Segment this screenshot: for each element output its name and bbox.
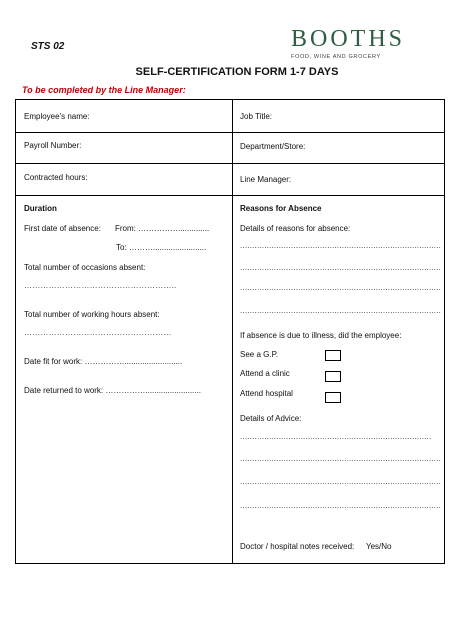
employee-name-field[interactable]: Employee's name: — [24, 112, 90, 121]
reasons-line-2[interactable]: ................................................................................... — [240, 263, 442, 272]
see-gp-checkbox[interactable] — [325, 350, 341, 361]
contracted-hours-field[interactable]: Contracted hours: — [24, 173, 88, 182]
advice-line-2[interactable]: ................................................................................... — [240, 454, 442, 463]
manager-instruction: To be completed by the Line Manager: — [22, 85, 186, 95]
reasons-details-label: Details of reasons for absence: — [240, 224, 351, 233]
see-gp-label: See a G.P. — [240, 350, 279, 359]
occasions-field[interactable]: ……………………………………………….. — [24, 281, 177, 290]
date-fit-field[interactable]: Date fit for work: …………….......................... — [24, 357, 183, 366]
attend-hospital-label: Attend hospital — [240, 389, 293, 398]
occasions-label: Total number of occasions absent: — [24, 263, 146, 272]
logo-wordmark: BOOTHS — [291, 26, 406, 52]
row-divider — [16, 163, 444, 164]
booths-logo — [291, 26, 405, 60]
first-date-label: First date of absence: — [24, 224, 101, 233]
payroll-number-field[interactable]: Payroll Number: — [24, 141, 82, 150]
illness-question: If absence is due to illness, did the employee: — [240, 331, 402, 340]
reasons-line-1[interactable]: ................................................................................... — [240, 241, 442, 250]
row-divider — [16, 132, 444, 133]
doctor-notes-label: Doctor / hospital notes received: — [240, 542, 355, 551]
to-date-field[interactable]: To: ………........................ — [116, 243, 207, 252]
attend-clinic-checkbox[interactable] — [325, 371, 341, 382]
working-hours-label: Total number of working hours absent: — [24, 310, 160, 319]
advice-line-3[interactable]: ................................................................................... — [240, 477, 442, 486]
from-date-field[interactable]: From: …………….............. — [115, 224, 210, 233]
attend-hospital-checkbox[interactable] — [325, 392, 341, 403]
job-title-field[interactable]: Job Title: — [240, 112, 273, 121]
working-hours-field[interactable]: ……………………………………………… — [24, 328, 172, 337]
department-field[interactable]: Department/Store: — [240, 142, 306, 151]
self-cert-form — [15, 99, 445, 564]
line-manager-field[interactable]: Line Manager: — [240, 175, 292, 184]
date-returned-field[interactable]: Date returned to work: ……………......................... — [24, 386, 201, 395]
form-ref-code: STS 02 — [31, 41, 65, 52]
advice-line-1[interactable]: ............................................................................... — [240, 432, 432, 441]
column-divider — [232, 100, 233, 563]
advice-label: Details of Advice: — [240, 414, 302, 423]
reasons-line-3[interactable]: ................................................................................... — [240, 283, 442, 292]
duration-heading: Duration — [24, 204, 57, 213]
advice-line-4[interactable]: ................................................................................... — [240, 501, 442, 510]
doctor-notes-yes-no[interactable]: Yes/No — [366, 542, 392, 551]
form-title: SELF-CERTIFICATION FORM 1-7 DAYS — [135, 66, 339, 78]
attend-clinic-label: Attend a clinic — [240, 369, 290, 378]
row-divider — [16, 195, 444, 196]
reasons-line-4[interactable]: ................................................................................... — [240, 306, 442, 315]
reasons-heading: Reasons for Absence — [240, 204, 322, 213]
logo-tagline: FOOD, WINE AND GROCERY — [291, 54, 381, 60]
